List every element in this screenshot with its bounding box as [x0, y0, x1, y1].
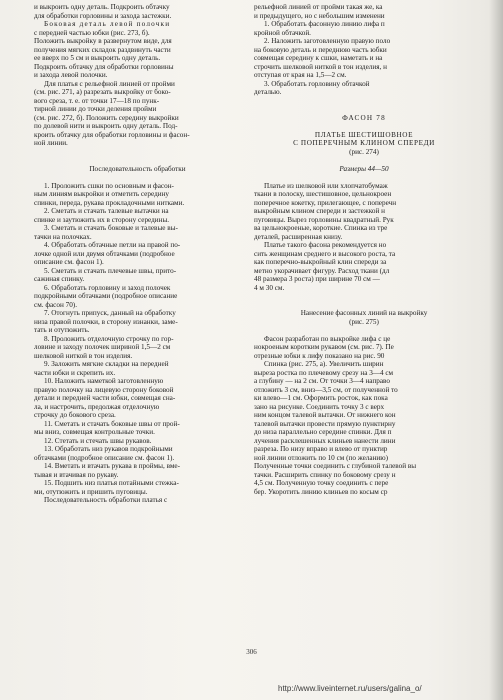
text-line: Для платья с рельефной линией от пройми — [44, 79, 175, 88]
text-line: и захода левой полочки. — [34, 71, 108, 79]
text-line: по долевой нити и выкроить одну деталь. Под- — [34, 122, 178, 130]
spacer — [254, 326, 474, 335]
text-line: зано на рисунке. Соединить точку 3 с верх — [254, 402, 385, 411]
text-line: спинке и заутюжить их в сторону середины. — [34, 215, 170, 224]
text-line: отложить 3 см, вниз—3,5 см, от полученной то — [254, 385, 398, 394]
text-line: 11. Сметать и стачать боковые швы от прой- — [44, 419, 180, 428]
spacer — [254, 292, 474, 309]
text-line: Фасон разработан по выкройке лифа с це — [264, 334, 391, 343]
text-line: шелковой ниткой в тон изделия. — [34, 351, 133, 360]
text-line: 8. Проложить отделочную строчку по гор- — [44, 334, 174, 343]
text-line: вого среза, т. е. от точки 17—18 по пунк- — [34, 96, 160, 105]
text-line: ПЛАТЬЕ ШЕСТИШОВНОЕ — [314, 130, 414, 139]
text-line: 3. Сметать и стачать боковые и талевые вы- — [44, 224, 178, 232]
text-line: ФАСОН 78 — [342, 113, 386, 122]
text-line: как поперечно-выкройный клин спереди за — [254, 258, 387, 266]
text-line: для обработки горловины и захода застежки. — [34, 11, 172, 20]
text-line: строчку до бокового среза. — [34, 411, 116, 419]
text-line: тачки на полочках. — [34, 232, 92, 241]
text-line: рельефной линией от пройми такая же, ка — [254, 3, 383, 11]
text-line: 15. Подшить низ платья потайными стежка- — [44, 479, 179, 487]
text-line: низа правой полочки, в сторону изнанки, заме- — [34, 317, 178, 326]
text-line: правую полочку на лицевую сторону боковой — [34, 385, 174, 394]
text-line: (см. рис. 272, б). Положить середину выкройки — [34, 113, 179, 122]
text-line: ми, отутюжить и пришить пуговицы. — [34, 487, 148, 496]
text-line: ной линии отложить по 10 см (по желанию) — [254, 453, 389, 462]
text-line: деталей, расширенная книзу. — [254, 232, 343, 241]
text-line: 4,5 см. Полученную точку соединить с пере — [254, 479, 389, 487]
text-line: совмещая середину к сшки, наметать и на — [254, 54, 383, 62]
text-line: деталью. — [254, 88, 282, 96]
spacer — [254, 97, 474, 114]
text-line: Последовательность обработки — [89, 164, 186, 173]
text-line: Размеры 44—50 — [339, 164, 389, 173]
text-line: (рис. 274) — [349, 147, 379, 156]
text-line: на боковую деталь и переднюю часть юбки — [254, 45, 387, 54]
text-line: лучения расклешенных клиньев нанести лини — [254, 436, 396, 445]
text-line: сажиная спинку. — [34, 275, 85, 283]
text-line: 4 м 30 см. — [254, 283, 285, 292]
text-line: 4. Обработать обтачные петли на правой по- — [44, 241, 181, 249]
text-line: кроить обтачку для обработки горловины и фасон- — [34, 130, 190, 139]
text-line: поперечное кокетку, прилегающее, с поперечн — [254, 198, 397, 207]
text-line: кройной обтачкой. — [254, 28, 311, 37]
text-line: 12. Стетать и стечать швы рукавов. — [44, 436, 152, 445]
text-line: Последовательность обработки платья с — [44, 496, 168, 504]
text-line: бер. Укоротить линию клиньев по косым ср — [254, 487, 388, 496]
text-line: строчить шелковой ниткой в тон изделия, н — [254, 62, 387, 71]
text-line: 13. Обработать низ рукавов подкройными — [44, 445, 173, 453]
text-line: ки влево—1 см. Оформить росток, как пока — [254, 394, 388, 402]
text-line: ва цельнокроеные, короткие. Спинка из тре — [254, 224, 388, 232]
text-line: С ПОПЕРЕЧНЫМ КЛИНОМ СПЕРЕДИ — [293, 139, 435, 147]
text-line: до низа параллельно середине спинки. Для п — [254, 428, 392, 436]
spacer — [254, 156, 474, 165]
text-line: тачки. Расширить спинку по боковому срезу н — [254, 470, 396, 479]
text-line: ловине и заходу полочек шириной 1,5—2 см — [34, 343, 171, 351]
text-line: ним концом талевой вытачки. От нижнего кон — [254, 411, 396, 419]
text-line: и выкроить одну деталь. Подкроить обтачку — [34, 3, 170, 11]
text-line: ной линии. — [34, 139, 68, 147]
text-line: Спинка (рис. 275, а). Увеличить ширин — [264, 360, 384, 368]
text-line: детали и передней части юбки, совмещая сна- — [34, 394, 176, 402]
text-line: 7. Отогнуть припуск, данный на обработку — [44, 309, 176, 317]
text-line: тирной линии до точки деления пройми — [34, 105, 157, 113]
text-line: лочке одной или двумя обтачками (подробное — [34, 249, 175, 258]
text-line: получения мягких складок раздвинуть части — [34, 45, 171, 54]
text-line: Положить выкройку в развернутом виде, для — [34, 37, 172, 45]
text-line: мы вниз, совмещая контрольные точки. — [34, 428, 155, 436]
page-gutter-shadow — [489, 0, 503, 700]
text-line: см. фасон 70). — [34, 300, 77, 309]
text-line: 14. Вметать и втачать рукава в проймы, вме- — [44, 462, 180, 470]
text-line: тать и отутюжить. — [34, 326, 90, 334]
spacer — [34, 173, 241, 182]
text-line: метно укорачивает фигуру. Расход ткани (дл — [254, 266, 390, 275]
text-line: 6. Обработать горловину и заход полочек — [44, 283, 171, 292]
text-line: Подкроить обтачку для обработки горловины — [34, 62, 174, 71]
text-line: отрезные юбки к лифу показано на рис. 90 — [254, 351, 385, 360]
text-line: 9. Заложить мягкие складки на передней — [44, 360, 169, 368]
spacer — [34, 148, 241, 165]
spacer — [254, 173, 474, 182]
text-line: обтачками (подробное описание см. фасон 1). — [34, 453, 175, 462]
text-line: (см. рис. 271, а) разрезать выкройку от боко- — [34, 88, 171, 96]
text-line: 2. Сметать и стачать талевые вытачки на — [44, 207, 169, 215]
text-line: 2. Наложить заготовленную правую поло — [264, 37, 391, 45]
text-line: (рис. 275) — [349, 317, 379, 326]
text-line: отступая от края на 1,5—2 см. — [254, 71, 347, 79]
text-line: с передней частью юбки (рис. 273, б). — [34, 28, 150, 37]
text-line: тывая и втачивая по рукаву. — [34, 470, 119, 479]
text-line: подкройными обтачками (подробное описание — [34, 292, 178, 300]
page-number: 306 — [246, 648, 257, 656]
text-line: ее вверх по 5 см и выкроить одну деталь. — [34, 54, 161, 62]
text-line: ткани в полоску, шестишовное, цельнокроен — [254, 190, 392, 198]
text-line: 48 размера 3 роста) при ширине 70 см — — [254, 275, 380, 283]
left-text-column — [34, 3, 241, 505]
text-line: описание см. фасон 1). — [34, 258, 104, 266]
text-line: разреза. По низу вправо и влево от пунктир — [254, 445, 388, 453]
text-line: и предыдущего, но с небольшим изменени — [254, 11, 385, 20]
text-line: Боковая деталь левой полочки — [44, 20, 171, 28]
text-line: 5. Сметать и стачать плечевые швы, прито- — [44, 266, 177, 275]
text-line: части юбки и скрепить их. — [34, 368, 116, 377]
text-line: талевой вытачки провести прямую пунктирну — [254, 419, 396, 428]
text-line: Нанесение фасонных линий на выкройку — [300, 309, 428, 317]
text-line: 1. Обработать фасонную линию лифа п — [264, 20, 385, 28]
text-line: выреза ростка по плечевому срезу на 3—4 см — [254, 368, 394, 377]
text-line: пуговицы. Вырез горловины квадратный. Рук — [254, 215, 394, 224]
text-line: сить женщинам среднего и высокого роста, та — [254, 249, 396, 258]
text-line: 1. Проложить сшки по основным и фасон- — [44, 181, 174, 190]
text-line: ла, и настрочить, предолжая отделочную — [34, 402, 160, 411]
text-line: Полученные точки соединить с глубиной талевой вы — [254, 462, 417, 470]
spacer — [254, 122, 474, 131]
text-line: Платье из шелковой или хлопчатобумаж — [264, 181, 388, 190]
text-line: а глубину — на 2 см. От точки 3—4 направо — [254, 377, 390, 385]
text-line: 10. Наложить наметкой заготовленную — [44, 377, 164, 385]
text-line: нокроеным коротким рукавом (см. рис. 7). Пе — [254, 343, 394, 351]
text-line: спинки, переда, рукава прокладочными нитками. — [34, 198, 185, 207]
text-line: Платье такого фасона рекомендуется но — [264, 241, 387, 249]
text-line: 3. Обработать горловину обтачкой — [264, 79, 370, 88]
right-text-column — [254, 3, 474, 496]
text-line: ным линиям выкройки и отметить середину — [34, 190, 170, 198]
text-line: выкройным клином спереди и застежкой н — [254, 207, 385, 215]
watermark-url: http://www.liveinternet.ru/users/galina_o/ — [278, 684, 422, 693]
